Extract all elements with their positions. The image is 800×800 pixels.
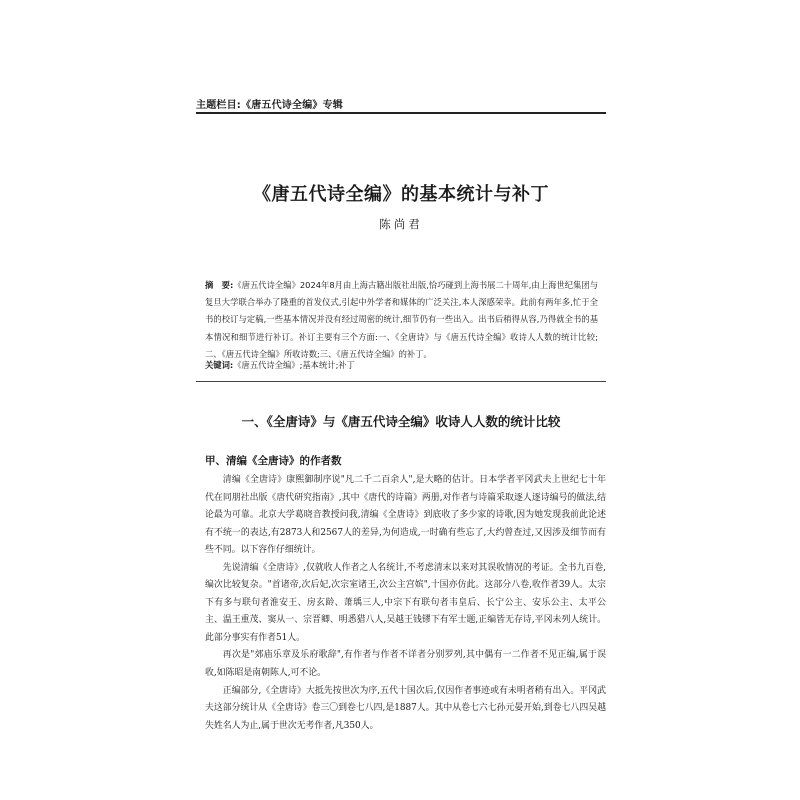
header-rule (196, 112, 606, 114)
paragraph: 先说清编《全唐诗》,仅就收人作者之人名统计,不考虑清末以来对其误收情况的考证。全书九百卷,编次比较复杂。"首诸帝,次后妃,次宗室诸王,次公主宫嫔",十国亦仿此。这部分八卷,收作者39人。太宗下有多与联句者淮安王、房玄龄、萧瑀三人,中宗下有联句者韦皇后、长宁公主、安乐公主、太平公主、温王重茂、窦从一、宗晋卿、明悉猎八人,吴越王钱镠下有军士题,正编皆无存诗,平冈未列人统计。此部分事实有作者51人。 (205, 562, 606, 643)
subsection-heading: 甲、清编《全唐诗》的作者数 (205, 455, 342, 467)
paragraph: 再次是"郊庙乐章及乐府歌辞",有作者与作者不详者分别罗列,其中偶有一二作者不见正编,属于误收,如陈昭是南朝陈人,可不论。 (205, 650, 606, 679)
abstract-text: 《唐五代诗全编》2024年8月由上海古籍出版社出版,恰巧碰到上海书展二十周年,由上海世纪集团与复旦大学联合举办了隆重的首发仪式,引起中外学者和媒体的广泛关注,本人深感荣幸。此前有两年多,忙于全书的校订与定稿,一些基本情况并没有经过周密的统计,细节仍有一些出入。出书后稍得从容,乃得就全书的基本情况和细节进行补订。补订主要有三个方面:一、《全唐诗》与《唐五代诗全编》收诗人人数的统计比较;二、《唐五代诗全编》所收诗数;三、《唐五代诗全编》的补丁。 (205, 280, 598, 359)
paragraph: 正编部分,《全唐诗》大抵先按世次为序,五代十国次后,仅因作者事迹或有未明者稍有出入。平冈武夫这部分统计从《全唐诗》卷三〇到卷七八四,是1887人。其中从卷七六七孙元晏开始,到卷七八四吴越失姓名人为止,属于世次无考作者,凡350人。 (205, 685, 606, 731)
body-text (205, 472, 606, 735)
column-tag: 主题栏目:《唐五代诗全编》专辑 (196, 100, 343, 111)
section-heading: 一、《全唐诗》与《唐五代诗全编》收诗人人数的统计比较 (241, 414, 561, 429)
abstract-label: 摘 要: (205, 280, 234, 290)
keywords-label: 关键词: (205, 360, 234, 370)
article-title: 《唐五代诗全编》的基本统计与补丁 (253, 184, 549, 205)
paragraph: 清编《全唐诗》康熙御制序说"凡二千二百余人",是大略的估计。日本学者平冈武夫上世纪七十年代在同朋社出版《唐代研究指南》,其中《唐代的诗篇》两册,对作者与诗篇采取逐人逐诗编号的做法,结论最为可靠。北京大学葛晓音教授问我,清编《全唐诗》到底收了多少家的诗歌,因为她发现我前此论述有不统一的表达,有2873人和2567人的差异,为何造成,一时确有些忘了,大约曾查过,又因涉及细节而有些不同。以下容作仔细统计。 (205, 475, 606, 556)
author-name: 陈尚君 (379, 217, 423, 231)
keywords-text: 《唐五代诗全编》;基本统计;补丁 (233, 360, 355, 370)
keywords (205, 358, 598, 372)
abstract-divider (196, 381, 606, 382)
abstract (205, 277, 598, 363)
